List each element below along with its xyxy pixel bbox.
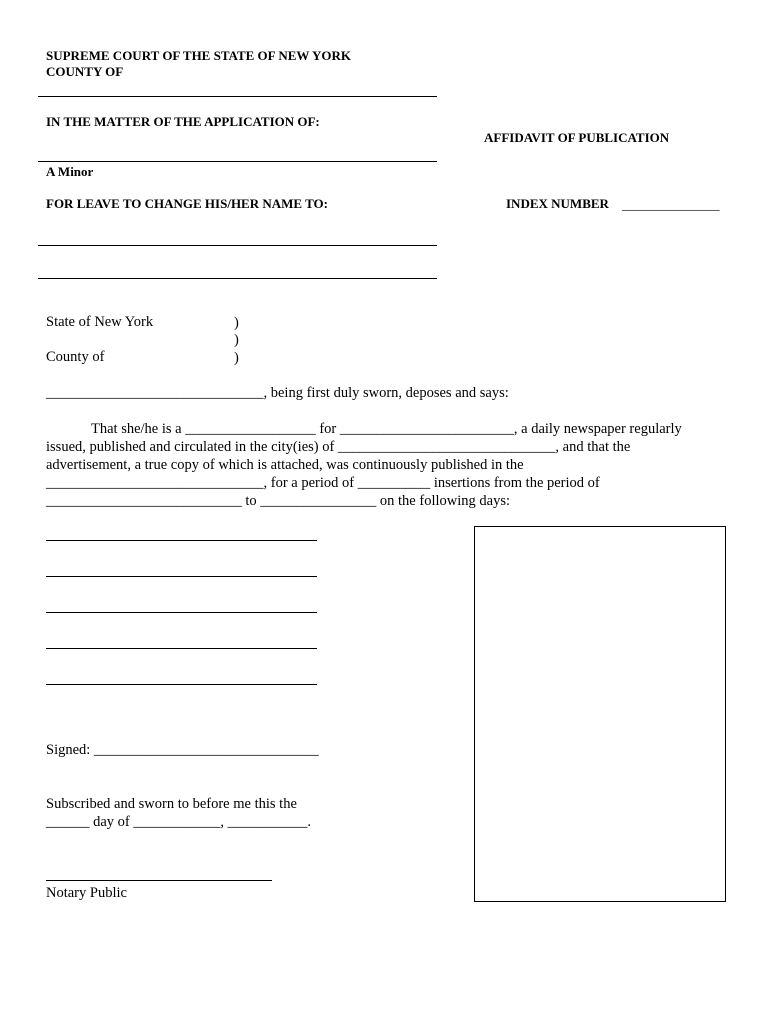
leave-heading: FOR LEAVE TO CHANGE HIS/HER NAME TO: [46,196,328,211]
minor-name-line [38,161,437,162]
publication-date-line [46,576,317,577]
paragraph-line: ______________________________, for a period of __________ insertions from the period of [46,475,600,491]
paragraph-line: advertisement, a true copy of which is attached, was continuously published in the [46,457,524,473]
paragraph-line: issued, published and circulated in the city(ies) of ______________________________, and that the [46,439,631,455]
signed-line: Signed: _______________________________ [46,742,319,758]
index-number-label: INDEX NUMBER [506,196,609,211]
publication-date-line [46,612,317,613]
subscribed-text: Subscribed and sworn to before me this the [46,796,297,812]
subscribed-date: ______ day of ____________, ___________. [46,814,312,830]
minor-label: A Minor [46,164,94,179]
new-name-line-2 [38,278,437,279]
publication-date-line [46,684,317,685]
paragraph-line: ___________________________ to ________________ on the following days: [46,493,510,509]
venue-state: State of New York [46,314,154,330]
index-number-blank: _______________ [622,197,720,212]
venue-county: County of [46,349,105,365]
venue-paren: ) [234,332,239,348]
county-label: COUNTY OF [46,64,124,79]
document-title: AFFIDAVIT OF PUBLICATION [484,130,670,145]
notary-label: Notary Public [46,885,127,901]
notary-signature-line [46,880,272,881]
court-title: SUPREME COURT OF THE STATE OF NEW YORK [46,48,351,63]
matter-heading: IN THE MATTER OF THE APPLICATION OF: [46,114,320,129]
sworn-statement: ______________________________, being first duly sworn, deposes and says: [46,385,509,401]
county-underline [38,96,437,97]
paragraph-line: That she/he is a __________________ for ________________________, a daily newspaper regularly [91,421,682,437]
advertisement-copy-box [474,526,726,902]
new-name-line-1 [38,245,437,246]
venue-paren: ) [234,315,239,331]
venue-paren: ) [234,350,239,366]
publication-date-line [46,540,317,541]
publication-date-line [46,648,317,649]
